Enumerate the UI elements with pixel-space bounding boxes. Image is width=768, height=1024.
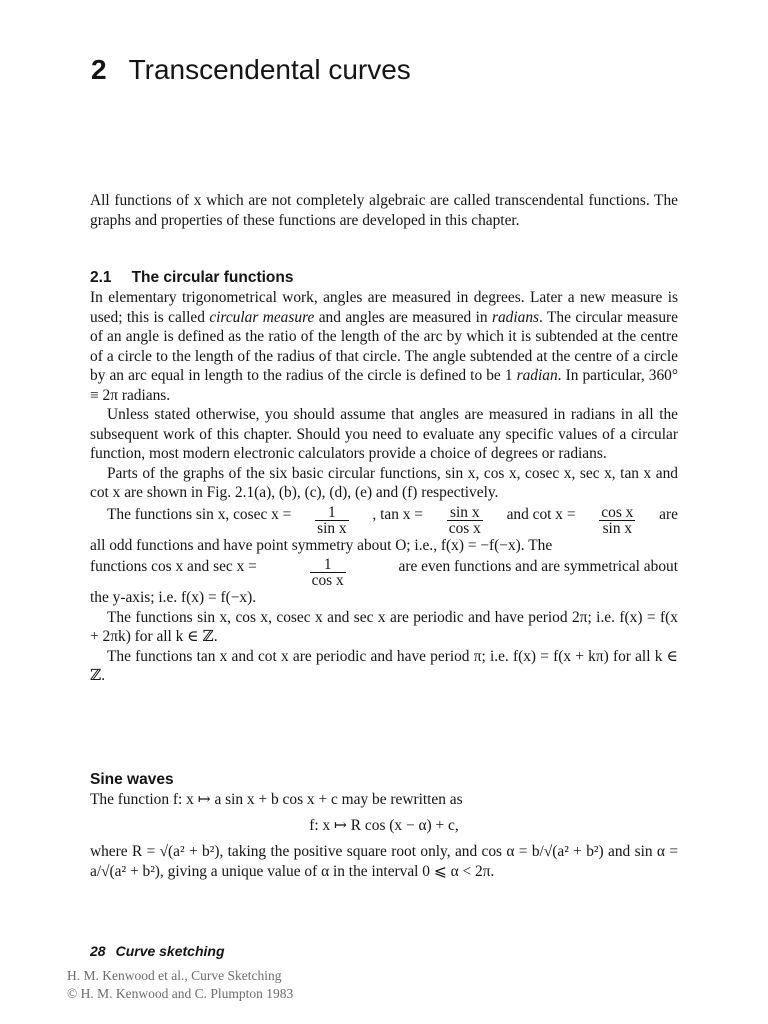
sine-waves-explanation: where R = √(a² + b²), taking the positive square root only, and cos α = b/√(a² + b²) and sin α = a/√(a² + b²), giving a unique value of α in the interval 0 ⩽ α < 2π. — [90, 843, 678, 880]
running-title: Curve sketching — [115, 943, 225, 959]
fraction-numerator: 1 — [315, 505, 349, 521]
paragraph-period-2pi: The functions sin x, cos x, cosec x and sec x are periodic and have period 2π; i.e. f(x) = f(x + 2πk) for all k ∈ ℤ. — [90, 608, 678, 645]
fraction-denominator: sin x — [602, 519, 633, 537]
emphasis-circular-measure: circular measure — [209, 308, 315, 326]
section-number: 2.1 — [90, 269, 112, 286]
text-run: . The circular measure of an angle is defined as the ratio of the length of the arc by which it is subtended at the centre of a circle to the length of the radius of that circle. The angle subtended at the centre of a circle by an arc equal in length to the radius of the circle is defined to be 1 — [90, 308, 679, 384]
odd-functions-line — [90, 505, 678, 536]
fraction-cot — [599, 505, 635, 536]
section-title — [90, 268, 678, 288]
copyright-notice — [67, 967, 293, 1003]
emphasis-radian: radian — [516, 367, 558, 384]
fraction-tan — [447, 505, 483, 536]
sine-waves-display-formula: f: x ↦ R cos (x − α) + c, — [309, 816, 459, 834]
text-run: . In particular, 360° ≡ 2π radians. — [90, 367, 678, 404]
page-footer — [90, 943, 225, 959]
text-run: In elementary trigonometrical work, angles are measured in degrees. Later a new measure is used; this is called — [90, 289, 678, 326]
citation-line: H. M. Kenwood et al., Curve Sketching — [67, 968, 282, 983]
fraction-denominator: sin x — [317, 519, 347, 537]
section-2-1 — [90, 268, 678, 686]
text-run: and cot x = — [506, 505, 576, 523]
sine-waves-title: Sine waves — [90, 771, 174, 788]
paragraph-assumption: Unless stated otherwise, you should assume that angles are measured in radians in all the subsequent work of this chapter. Should you need to evaluate any specific values of a circular function, most modern electronic calculators provide a choice of degrees or radians. — [90, 406, 678, 462]
sine-waves-section — [90, 770, 678, 881]
fraction-numerator: sin x — [447, 505, 483, 521]
text-run: The functions sin x, cosec x = — [107, 505, 292, 523]
intro-block — [90, 191, 678, 230]
paragraph-graphs: Parts of the graphs of the six basic circular functions, sin x, cos x, cosec x, sec x, tan x and cot x are shown in Fig. 2.1(a), (b), (c), (d), (e) and (f) respectively. — [90, 464, 678, 501]
text-run: , tan x = — [372, 505, 423, 523]
fraction-cosec — [315, 505, 349, 536]
sine-waves-intro: The function f: x ↦ a sin x + b cos x + c may be rewritten as — [90, 791, 463, 808]
paragraph-radians — [90, 288, 678, 405]
page-number: 28 — [90, 943, 106, 959]
text-run: and angles are measured in — [314, 308, 492, 326]
fraction-denominator: cos x — [311, 572, 344, 589]
chapter-number: 2 — [91, 54, 107, 85]
copyright-line: © H. M. Kenwood and C. Plumpton 1983 — [67, 986, 294, 1001]
odd-functions-continued: all odd functions and have point symmetry about O; i.e., f(x) = −f(−x). The — [90, 536, 553, 554]
paragraph-period-pi: The functions tan x and cot x are periodic and have period π; i.e. f(x) = f(x + kπ) for all k ∈ ℤ. — [90, 647, 678, 684]
fraction-numerator: 1 — [310, 557, 346, 573]
intro-paragraph: All functions of x which are not completely algebraic are called transcendental functions. The graphs and properties of these functions are developed in this chapter. — [90, 192, 678, 229]
text-run: are even functions and are symmetrical about — [398, 558, 678, 575]
even-functions-line — [90, 557, 678, 588]
fraction-numerator: cos x — [601, 503, 634, 521]
chapter-heading — [91, 54, 411, 86]
chapter-title: Transcendental curves — [128, 54, 411, 85]
emphasis-radians: radians — [492, 308, 540, 326]
text-run: functions cos x and sec x = — [90, 558, 257, 575]
section-title-text: The circular functions — [131, 269, 294, 286]
fraction-denominator: cos x — [448, 519, 481, 537]
fraction-sec — [310, 557, 346, 588]
even-functions-continued: the y-axis; i.e. f(x) = f(−x). — [90, 589, 257, 606]
text-run: are — [659, 505, 678, 523]
